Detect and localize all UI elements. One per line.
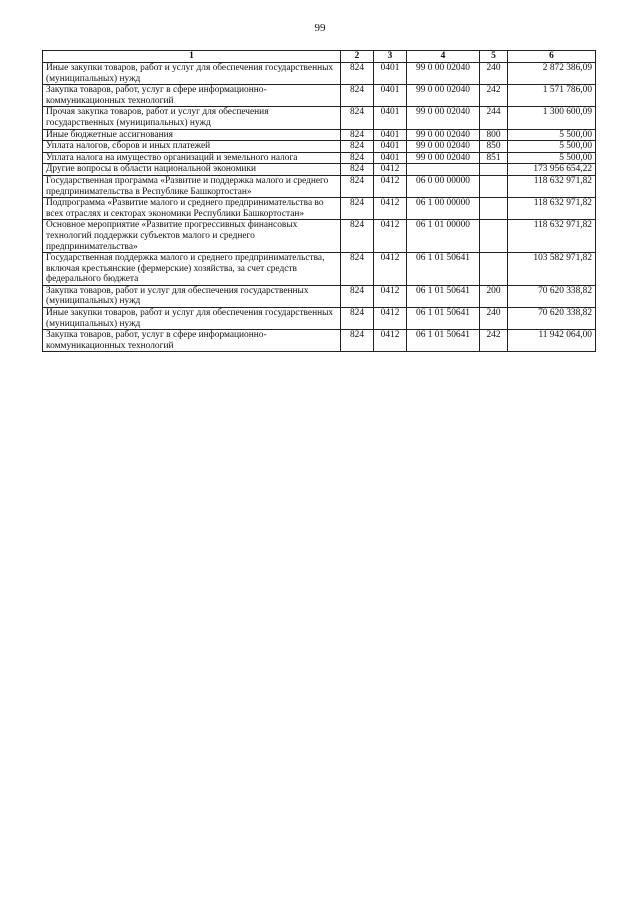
row-amount: 118 632 971,82 — [508, 220, 596, 253]
row-section-code: 0401 — [374, 141, 407, 153]
row-name: Иные закупки товаров, работ и услуг для обеспечения государственных (муниципальных) нужд — [43, 63, 341, 85]
row-target-article: 99 0 00 02040 — [407, 141, 480, 153]
row-amount: 5 500,00 — [508, 152, 596, 164]
table-row — [43, 129, 596, 141]
row-name: Иные бюджетные ассигнования — [43, 129, 341, 141]
header-col-2: 2 — [341, 51, 374, 63]
header-col-5: 5 — [480, 51, 508, 63]
row-section-code: 0401 — [374, 152, 407, 164]
row-name: Закупка товаров, работ, услуг в сфере информационно-коммуникационных технологий — [43, 85, 341, 107]
row-amount: 70 620 338,82 — [508, 285, 596, 307]
row-expense-type: 851 — [480, 152, 508, 164]
table-row — [43, 141, 596, 153]
table-body — [43, 63, 596, 352]
row-ved-code: 824 — [341, 175, 374, 197]
row-section-code: 0412 — [374, 198, 407, 220]
row-name: Основное мероприятие «Развитие прогрессивных финансовых технологий поддержки субъектов малого и среднего предпринимательства» — [43, 220, 341, 253]
row-section-code: 0401 — [374, 63, 407, 85]
row-ved-code: 824 — [341, 85, 374, 107]
row-amount: 2 872 386,09 — [508, 63, 596, 85]
row-name: Другие вопросы в области национальной экономики — [43, 164, 341, 176]
row-expense-type — [480, 164, 508, 176]
table-row — [43, 330, 596, 352]
page-number: 99 — [314, 22, 326, 34]
row-amount: 118 632 971,82 — [508, 198, 596, 220]
row-target-article: 06 1 00 00000 — [407, 198, 480, 220]
row-amount: 5 500,00 — [508, 141, 596, 153]
row-amount: 11 942 064,00 — [508, 330, 596, 352]
row-section-code: 0401 — [374, 85, 407, 107]
header-col-6: 6 — [508, 51, 596, 63]
table-row — [43, 285, 596, 307]
row-ved-code: 824 — [341, 107, 374, 129]
row-amount: 1 300 600,09 — [508, 107, 596, 129]
header-row — [43, 51, 596, 63]
row-section-code: 0412 — [374, 253, 407, 286]
row-expense-type: 244 — [480, 107, 508, 129]
row-target-article: 99 0 00 02040 — [407, 129, 480, 141]
row-name: Прочая закупка товаров, работ и услуг для обеспечения государственных (муниципальных) нужд — [43, 107, 341, 129]
table-row — [43, 308, 596, 330]
row-target-article — [407, 164, 480, 176]
table-row — [43, 107, 596, 129]
row-ved-code: 824 — [341, 308, 374, 330]
row-target-article: 06 1 01 00000 — [407, 220, 480, 253]
row-expense-type — [480, 175, 508, 197]
row-name: Закупка товаров, работ и услуг для обеспечения государственных (муниципальных) нужд — [43, 285, 341, 307]
row-amount: 70 620 338,82 — [508, 308, 596, 330]
row-name: Подпрограмма «Развитие малого и среднего предпринимательства во всех отраслях и секторах экономики Республики Башкортостан» — [43, 198, 341, 220]
row-expense-type: 800 — [480, 129, 508, 141]
row-ved-code: 824 — [341, 285, 374, 307]
row-section-code: 0412 — [374, 308, 407, 330]
row-amount: 1 571 786,00 — [508, 85, 596, 107]
row-ved-code: 824 — [341, 330, 374, 352]
header-col-1: 1 — [43, 51, 341, 63]
row-amount: 103 582 971,82 — [508, 253, 596, 286]
row-target-article: 99 0 00 02040 — [407, 152, 480, 164]
row-section-code: 0412 — [374, 220, 407, 253]
row-target-article: 99 0 00 02040 — [407, 63, 480, 85]
row-target-article: 06 0 00 00000 — [407, 175, 480, 197]
row-expense-type: 242 — [480, 85, 508, 107]
row-ved-code: 824 — [341, 164, 374, 176]
row-expense-type: 240 — [480, 63, 508, 85]
row-ved-code: 824 — [341, 129, 374, 141]
row-expense-type — [480, 198, 508, 220]
table-row — [43, 85, 596, 107]
row-amount: 118 632 971,82 — [508, 175, 596, 197]
row-expense-type — [480, 220, 508, 253]
table-row — [43, 198, 596, 220]
row-ved-code: 824 — [341, 220, 374, 253]
row-name: Уплата налога на имущество организаций и земельного налога — [43, 152, 341, 164]
row-name: Государственная программа «Развитие и поддержка малого и среднего предпринимательства в Республике Башкортостан» — [43, 175, 341, 197]
row-section-code: 0412 — [374, 285, 407, 307]
row-expense-type: 240 — [480, 308, 508, 330]
row-target-article: 06 1 01 50641 — [407, 285, 480, 307]
row-section-code: 0401 — [374, 129, 407, 141]
row-target-article: 06 1 01 50641 — [407, 330, 480, 352]
row-ved-code: 824 — [341, 253, 374, 286]
row-ved-code: 824 — [341, 152, 374, 164]
row-expense-type — [480, 253, 508, 286]
row-target-article: 06 1 01 50641 — [407, 308, 480, 330]
row-section-code: 0412 — [374, 175, 407, 197]
row-amount: 5 500,00 — [508, 129, 596, 141]
row-ved-code: 824 — [341, 198, 374, 220]
row-expense-type: 850 — [480, 141, 508, 153]
row-name: Закупка товаров, работ, услуг в сфере информационно-коммуникационных технологий — [43, 330, 341, 352]
table-row — [43, 164, 596, 176]
row-target-article: 99 0 00 02040 — [407, 107, 480, 129]
row-name: Уплата налогов, сборов и иных платежей — [43, 141, 341, 153]
row-amount: 173 956 654,22 — [508, 164, 596, 176]
row-ved-code: 824 — [341, 63, 374, 85]
row-section-code: 0401 — [374, 107, 407, 129]
row-expense-type: 200 — [480, 285, 508, 307]
header-col-3: 3 — [374, 51, 407, 63]
row-target-article: 06 1 01 50641 — [407, 253, 480, 286]
header-col-4: 4 — [407, 51, 480, 63]
row-section-code: 0412 — [374, 164, 407, 176]
row-target-article: 99 0 00 02040 — [407, 85, 480, 107]
table-row — [43, 175, 596, 197]
row-name: Иные закупки товаров, работ и услуг для обеспечения государственных (муниципальных) нужд — [43, 308, 341, 330]
table-row — [43, 152, 596, 164]
row-section-code: 0412 — [374, 330, 407, 352]
row-expense-type: 242 — [480, 330, 508, 352]
table-row — [43, 63, 596, 85]
budget-table — [42, 50, 596, 352]
table-row — [43, 220, 596, 253]
row-ved-code: 824 — [341, 141, 374, 153]
row-name: Государственная поддержка малого и среднего предпринимательства, включая крестьянские (фермерские) хозяйства, за счет средств федерального бюджета — [43, 253, 341, 286]
table-row — [43, 253, 596, 286]
